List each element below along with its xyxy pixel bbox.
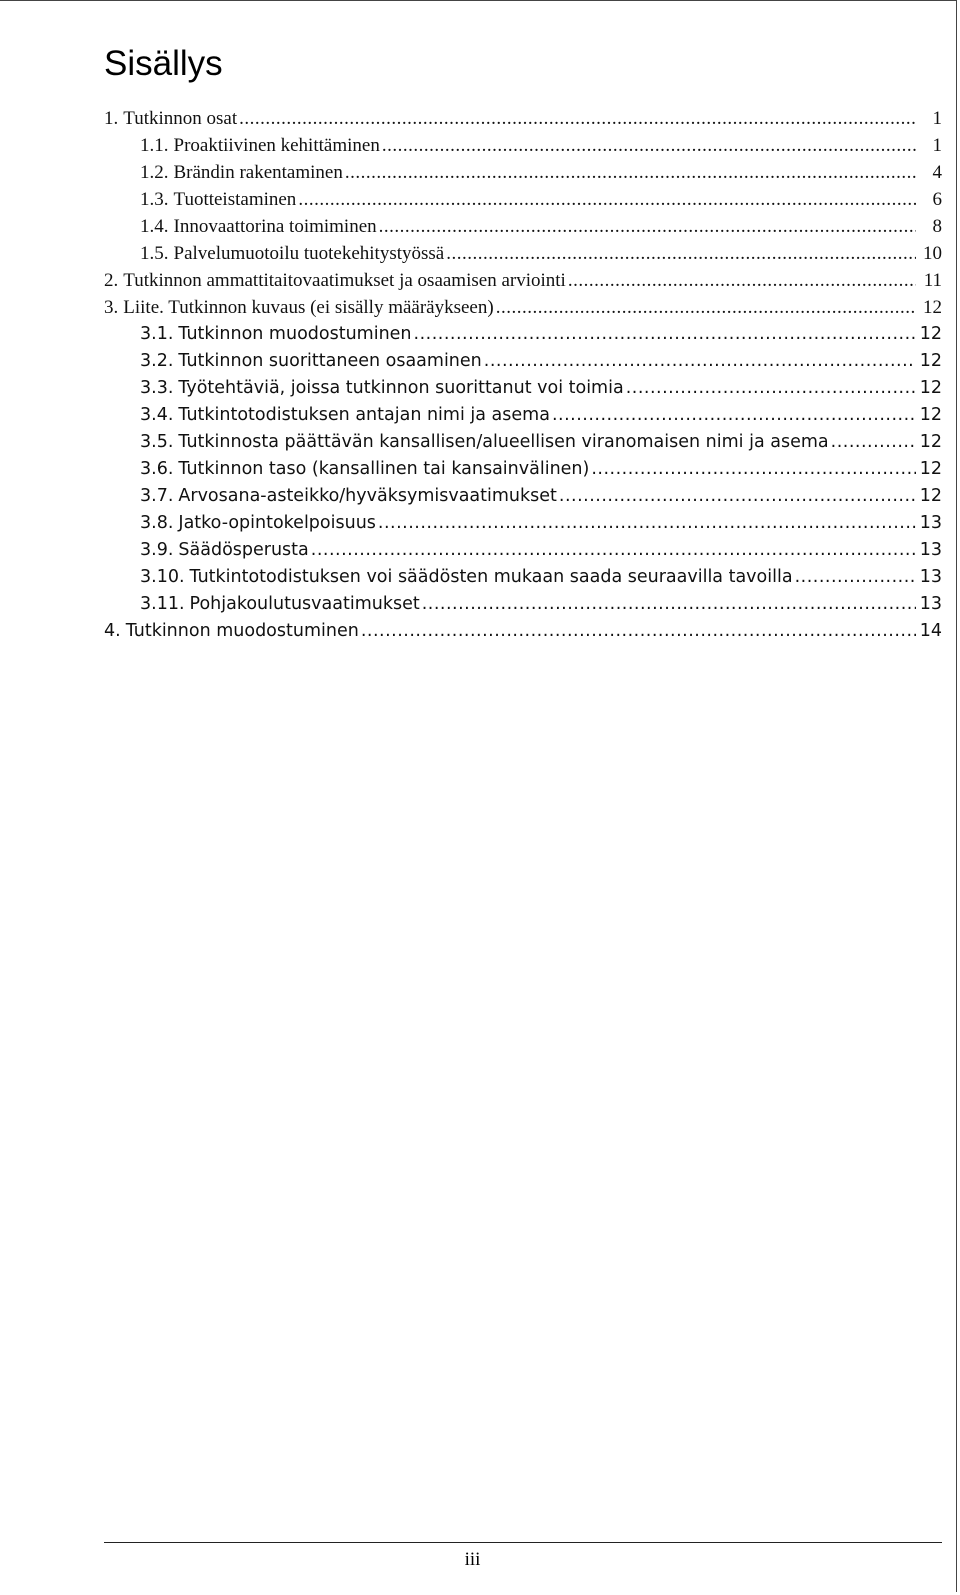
toc-entry-number: 1. bbox=[104, 108, 119, 129]
toc-entry-page-number: 12 bbox=[919, 432, 942, 452]
toc-entry-page-number: 13 bbox=[919, 594, 942, 614]
toc-entry-page-number: 12 bbox=[919, 405, 942, 425]
toc-entry-number: 3.6. bbox=[140, 459, 174, 479]
toc-entry-number: 3.9. bbox=[140, 540, 174, 560]
toc-entry-page-number: 12 bbox=[919, 486, 942, 506]
toc-dot-leader bbox=[559, 483, 916, 510]
toc-entry-page-number: 8 bbox=[932, 216, 942, 237]
toc-entry-title: Työtehtäviä, joissa tutkinnon suorittanut voi toimia bbox=[178, 378, 624, 398]
toc-entry-title: Säädösperusta bbox=[178, 540, 309, 560]
toc-entry-page-number: 14 bbox=[919, 621, 942, 641]
table-of-contents bbox=[104, 105, 942, 645]
toc-entry-title: Tutkinnosta päättävän kansallisen/alueellisen viranomaisen nimi ja asema bbox=[178, 432, 829, 452]
toc-entry-page-number: 12 bbox=[923, 297, 942, 318]
toc-entry[interactable] bbox=[104, 267, 942, 294]
toc-entry-number: 2. bbox=[104, 270, 119, 291]
toc-entry-number: 1.1. bbox=[140, 135, 169, 156]
toc-entry-title: Tutkinnon suorittaneen osaaminen bbox=[178, 351, 482, 371]
toc-entry-number: 3.10. bbox=[140, 567, 185, 587]
toc-entry[interactable] bbox=[104, 618, 942, 645]
toc-dot-leader bbox=[422, 591, 916, 618]
toc-entry[interactable] bbox=[104, 159, 942, 186]
toc-entry-page-number: 12 bbox=[919, 351, 942, 371]
toc-entry-title: Arvosana-asteikko/hyväksymisvaatimukset bbox=[178, 486, 557, 506]
toc-entry[interactable] bbox=[104, 456, 942, 483]
toc-entry[interactable] bbox=[104, 213, 942, 240]
toc-entry-page-number: 12 bbox=[919, 459, 942, 479]
toc-entry-number: 3. bbox=[104, 297, 119, 318]
toc-dot-leader bbox=[361, 618, 916, 645]
toc-dot-leader bbox=[591, 456, 915, 483]
toc-entry[interactable] bbox=[104, 429, 942, 456]
toc-entry-page-number: 10 bbox=[923, 243, 942, 264]
toc-entry-page-number: 1 bbox=[932, 135, 942, 156]
toc-entry-title: Jatko-opintokelpoisuus bbox=[178, 513, 376, 533]
toc-entry-page-number: 12 bbox=[919, 324, 942, 344]
toc-entry-number: 1.5. bbox=[140, 243, 169, 264]
toc-entry-title: Pohjakoulutusvaatimukset bbox=[189, 594, 420, 614]
toc-entry[interactable] bbox=[104, 591, 942, 618]
toc-entry-title: Palvelumuotoilu tuotekehitystyössä bbox=[173, 243, 445, 264]
toc-dot-leader bbox=[831, 429, 916, 456]
toc-entry-number: 4. bbox=[104, 621, 121, 641]
toc-entry-page-number: 12 bbox=[919, 378, 942, 398]
toc-entry-title: Tutkinnon osat bbox=[123, 108, 238, 129]
toc-dot-leader bbox=[378, 510, 916, 537]
toc-entry[interactable] bbox=[104, 186, 942, 213]
toc-entry[interactable] bbox=[104, 348, 942, 375]
toc-entry-title: Tutkinnon muodostuminen bbox=[125, 621, 359, 641]
toc-dot-leader bbox=[379, 213, 916, 240]
toc-entry-page-number: 4 bbox=[932, 162, 942, 183]
toc-entry-page-number: 13 bbox=[919, 567, 942, 587]
page-title: Sisällys bbox=[104, 44, 223, 83]
toc-entry-number: 3.3. bbox=[140, 378, 174, 398]
toc-entry[interactable] bbox=[104, 132, 942, 159]
toc-entry-title: Innovaattorina toimiminen bbox=[173, 216, 377, 237]
toc-entry-number: 3.7. bbox=[140, 486, 174, 506]
toc-entry[interactable] bbox=[104, 402, 942, 429]
toc-entry-number: 1.4. bbox=[140, 216, 169, 237]
toc-dot-leader bbox=[484, 348, 916, 375]
toc-entry-number: 3.2. bbox=[140, 351, 174, 371]
toc-entry-number: 1.3. bbox=[140, 189, 169, 210]
toc-entry[interactable] bbox=[104, 105, 942, 132]
toc-entry[interactable] bbox=[104, 537, 942, 564]
toc-entry-number: 3.8. bbox=[140, 513, 174, 533]
toc-entry[interactable] bbox=[104, 510, 942, 537]
toc-entry-number: 3.5. bbox=[140, 432, 174, 452]
toc-entry-number: 1.2. bbox=[140, 162, 169, 183]
toc-dot-leader bbox=[626, 375, 916, 402]
toc-dot-leader bbox=[345, 159, 916, 186]
toc-dot-leader bbox=[298, 186, 916, 213]
toc-dot-leader bbox=[496, 294, 916, 321]
toc-dot-leader bbox=[568, 267, 916, 294]
footer-divider bbox=[104, 1542, 942, 1543]
toc-entry[interactable] bbox=[104, 240, 942, 267]
toc-entry-title: Tutkintotodistuksen antajan nimi ja asema bbox=[178, 405, 550, 425]
toc-dot-leader bbox=[239, 105, 916, 132]
toc-entry-title: Tutkinnon ammattitaitovaatimukset ja osaamisen arviointi bbox=[123, 270, 566, 291]
toc-entry[interactable] bbox=[104, 375, 942, 402]
toc-entry-number: 3.4. bbox=[140, 405, 174, 425]
toc-entry-title: Tutkintotodistuksen voi säädösten mukaan saada seuraavilla tavoilla bbox=[189, 567, 793, 587]
toc-dot-leader bbox=[382, 132, 916, 159]
toc-entry-number: 3.11. bbox=[140, 594, 185, 614]
toc-entry[interactable] bbox=[104, 564, 942, 591]
page-number: iii bbox=[464, 1549, 481, 1570]
toc-entry-title: Proaktiivinen kehittäminen bbox=[173, 135, 380, 156]
toc-entry-title: Brändin rakentaminen bbox=[173, 162, 343, 183]
toc-entry-page-number: 13 bbox=[919, 513, 942, 533]
toc-entry-page-number: 11 bbox=[923, 270, 942, 291]
toc-entry-page-number: 6 bbox=[932, 189, 942, 210]
toc-entry[interactable] bbox=[104, 294, 942, 321]
toc-entry-title: Tutkinnon taso (kansallinen tai kansainvälinen) bbox=[178, 459, 590, 479]
toc-entry[interactable] bbox=[104, 483, 942, 510]
toc-entry[interactable] bbox=[104, 321, 942, 348]
toc-entry-title: Liite. Tutkinnon kuvaus (ei sisälly määräykseen) bbox=[123, 297, 494, 318]
toc-dot-leader bbox=[552, 402, 916, 429]
toc-entry-number: 3.1. bbox=[140, 324, 174, 344]
toc-dot-leader bbox=[795, 564, 916, 591]
toc-entry-title: Tutkinnon muodostuminen bbox=[178, 324, 412, 344]
toc-entry-title: Tuotteistaminen bbox=[173, 189, 297, 210]
toc-entry-page-number: 13 bbox=[919, 540, 942, 560]
toc-dot-leader bbox=[311, 537, 916, 564]
toc-dot-leader bbox=[446, 240, 916, 267]
toc-dot-leader bbox=[414, 321, 916, 348]
toc-entry-page-number: 1 bbox=[932, 108, 942, 129]
